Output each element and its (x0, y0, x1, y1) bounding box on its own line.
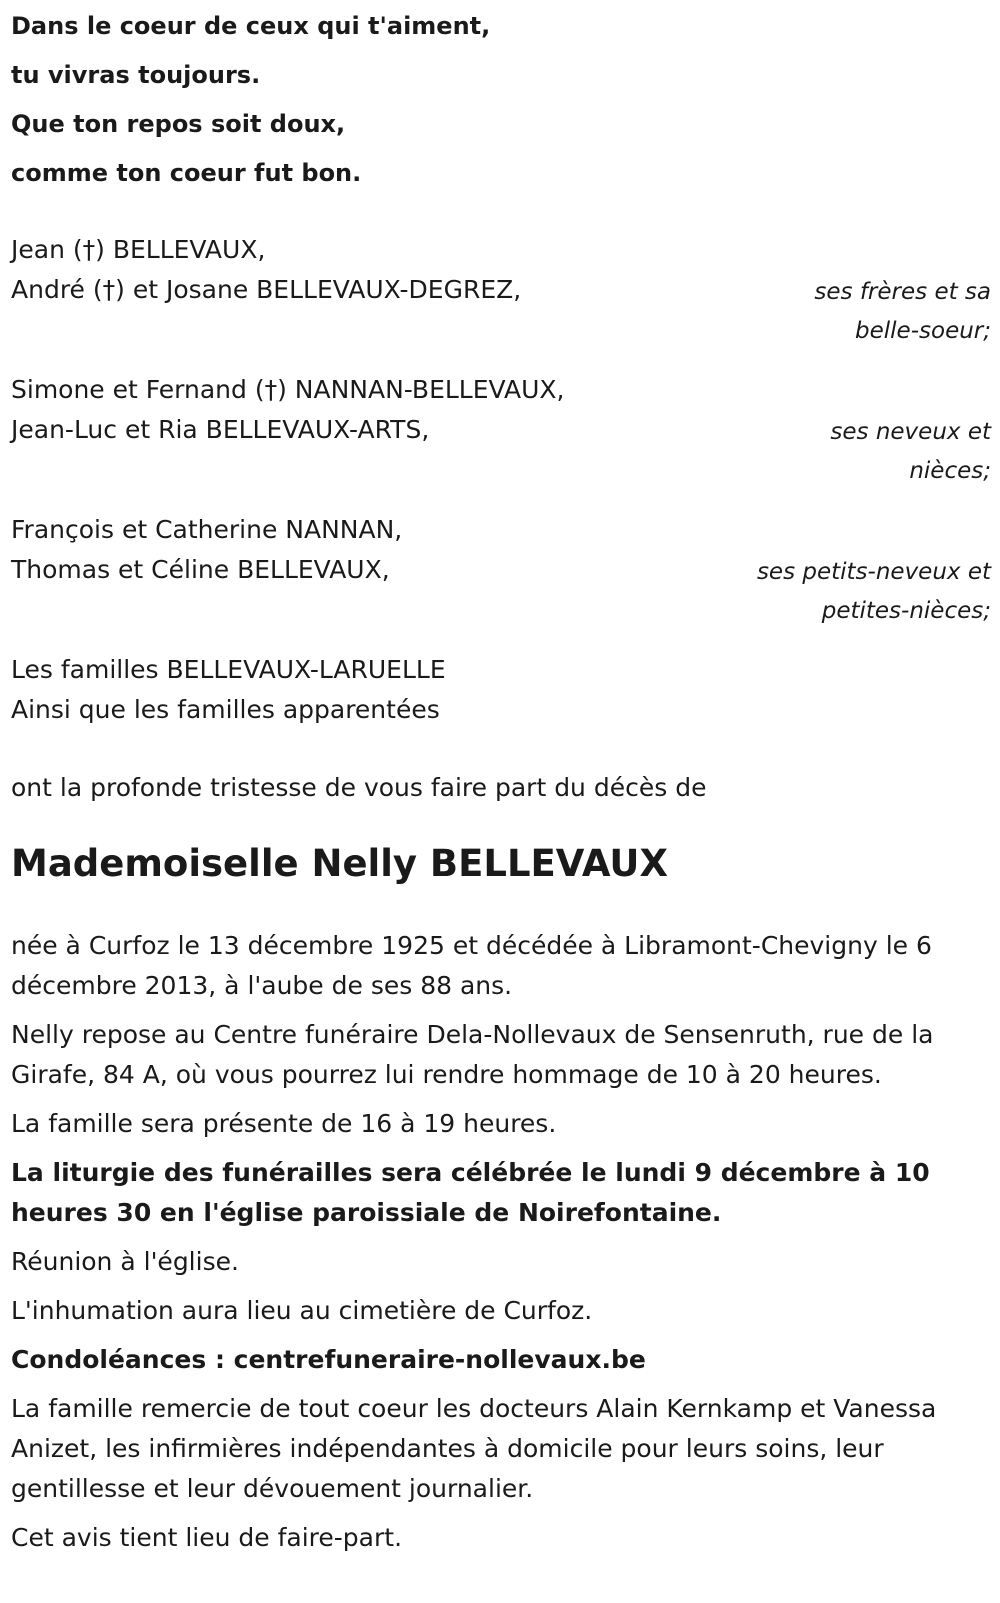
family-present-paragraph: La famille sera présente de 16 à 19 heures. (11, 1109, 557, 1138)
announcement-text: ont la profonde tristesse de vous faire part du décès de (11, 773, 707, 802)
family-name-line: André (†) et Josane BELLEVAUX-DEGREZ, (11, 275, 522, 304)
family-name-line: Les familles BELLEVAUX-LARUELLE (11, 655, 446, 684)
relation-line: belle-soeur; (855, 318, 991, 344)
poem-line: Dans le coeur de ceux qui t'aiment, (11, 12, 491, 40)
family-group-families (11, 650, 991, 768)
family-name-line: Simone et Fernand (†) NANNAN-BELLEVAUX, (11, 375, 565, 404)
relation-line: ses petits-neveux et (756, 559, 991, 585)
family-group-nephews (11, 370, 991, 510)
birth-death-paragraph: née à Curfoz le 13 décembre 1925 et décédée à Libramont-Chevigny le 6 décembre 2013, à l'aube de ses 88 ans. (11, 931, 932, 1000)
relation-line: petites-nièces; (821, 598, 991, 624)
relation-line: nièces; (909, 458, 991, 484)
repose-paragraph: Nelly repose au Centre funéraire Dela-Nollevaux de Sensenruth, rue de la Girafe, 84 A, où vous pourrez lui rendre hommage de 10 à 20 heures. (11, 1020, 934, 1089)
burial-paragraph: L'inhumation aura lieu au cimetière de Curfoz. (11, 1296, 593, 1325)
obituary-notice (11, 0, 991, 1567)
condolences-paragraph: Condoléances : centrefuneraire-nollevaux.be (11, 1345, 646, 1374)
family-name-line: Jean-Luc et Ria BELLEVAUX-ARTS, (11, 415, 430, 444)
family-name-line: Thomas et Céline BELLEVAUX, (11, 555, 390, 584)
family-name-line: Jean (†) BELLEVAUX, (11, 235, 266, 264)
family-relation (757, 553, 991, 631)
liturgy-paragraph: La liturgie des funérailles sera célébrée le lundi 9 décembre à 10 heures 30 en l'église paroissiale de Noirefontaine. (11, 1158, 930, 1227)
family-group-siblings (11, 230, 991, 370)
family-name-line: François et Catherine NANNAN, (11, 515, 403, 544)
poem (11, 0, 991, 198)
relation-line: ses frères et sa (814, 279, 991, 305)
family-relation (814, 273, 991, 351)
family-group-grand-nephews (11, 510, 991, 650)
meeting-paragraph: Réunion à l'église. (11, 1247, 239, 1276)
poem-line: tu vivras toujours. (11, 61, 261, 89)
family-relation (830, 413, 991, 491)
deceased-name: Mademoiselle Nelly BELLEVAUX (11, 842, 669, 885)
poem-line: comme ton coeur fut bon. (11, 159, 362, 187)
family-name-line: Ainsi que les familles apparentées (11, 695, 440, 724)
thanks-paragraph: La famille remercie de tout coeur les docteurs Alain Kernkamp et Vanessa Anizet, les infirmières indépendantes à domicile pour leurs soins, leur gentillesse et leur dévouement journalier. (11, 1394, 937, 1503)
family-names (11, 650, 991, 730)
details-section (11, 926, 991, 1558)
poem-line: Que ton repos soit doux, (11, 110, 346, 138)
notice-paragraph: Cet avis tient lieu de faire-part. (11, 1523, 403, 1552)
relation-line: ses neveux et (830, 419, 991, 445)
